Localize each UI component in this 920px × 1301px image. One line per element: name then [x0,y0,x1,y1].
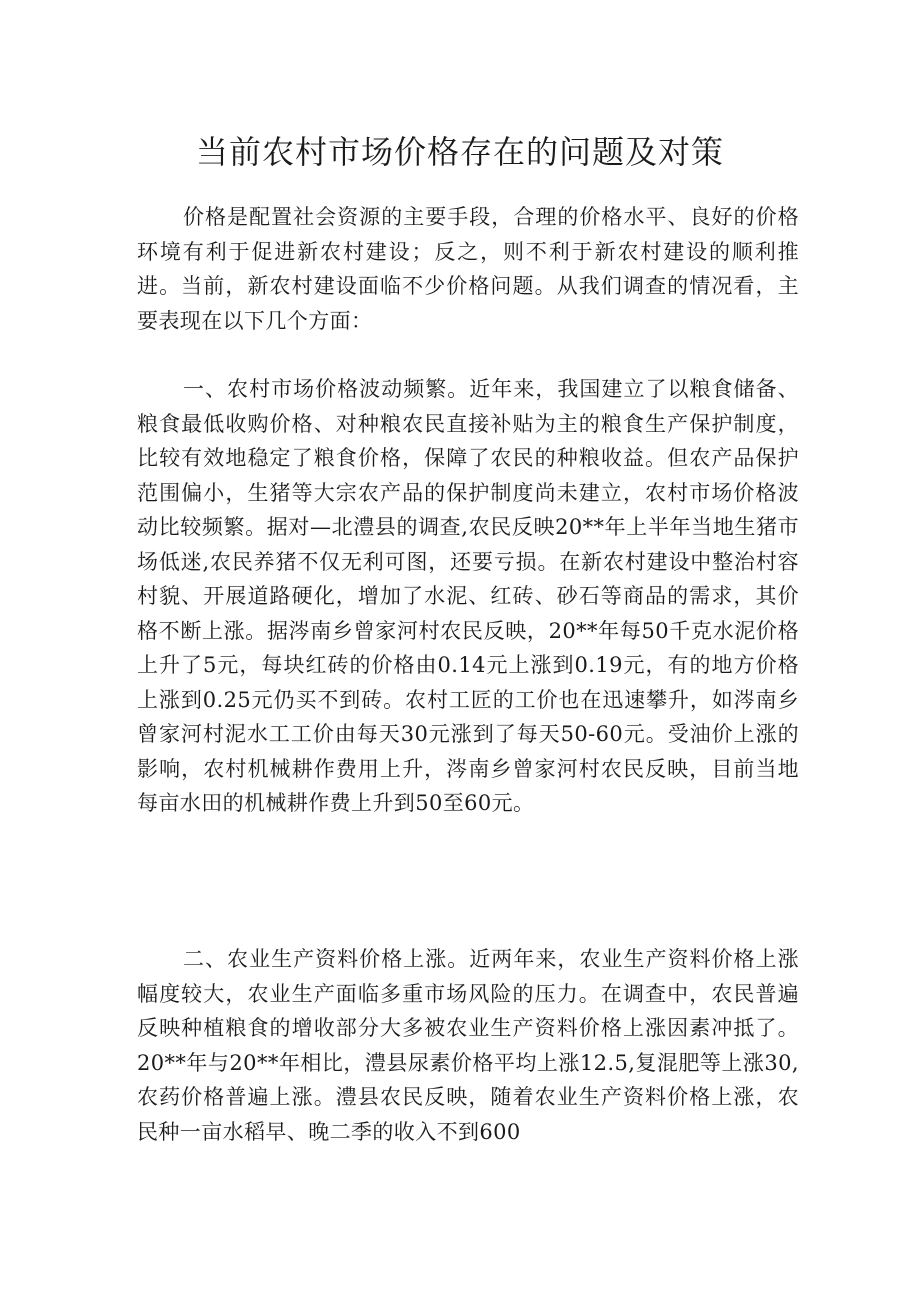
paragraph-section-2: 二、农业生产资料价格上涨。近两年来，农业生产资料价格上涨幅度较大，农业生产面临多重市场风险的压力。在调查中，农民普遍反映种植粮食的增收部分大多被农业生产资料价格上涨因素冲抵了。20**年与20**年相比，澧县尿素价格平均上涨12.5,复混肥等上涨30,农药价格普遍上涨。澧县农民反映，随着农业生产资料价格上涨，农民种一亩水稻早、晚二季的收入不到600 [137,947,799,1144]
paragraph-intro: 价格是配置社会资源的主要手段，合理的价格水平、良好的价格环境有利于促进新农村建设；反之，则不利于新农村建设的顺利推进。当前，新农村建设面临不少价格问题。从我们调查的情况看，主要表现在以下几个方面： [137,205,799,333]
paragraph-section-1: 一、农村市场价格波动频繁。近年来，我国建立了以粮食储备、粮食最低收购价格、对种粮农民直接补贴为主的粮食生产保护制度，比较有效地稳定了粮食价格，保障了农民的种粮收益。但农产品保护范围偏小，生猪等大宗农产品的保护制度尚未建立，农村市场价格波动比较频繁。据对—北澧县的调查,农民反映20**年上半年当地生猪市场低迷,农民养猪不仅无利可图，还要亏损。在新农村建设中整治村容村貌、开展道路硬化，增加了水泥、红砖、砂石等商品的需求，其价格不断上涨。据涔南乡曾家河村农民反映，20**年每50千克水泥价格上升了5元，每块红砖的价格由0.14元上涨到0.19元，有的地方价格上涨到0.25元仍买不到砖。农村工匠的工价也在迅速攀升，如涔南乡曾家河村泥水工工价由每天30元涨到了每天50-60元。受油价上涨的影响，农村机械耕作费用上升，涔南乡曾家河村农民反映，目前当地每亩水田的机械耕作费上升到50至60元。 [137,377,799,815]
document-title: 当前农村市场价格存在的问题及对策 [195,133,724,171]
